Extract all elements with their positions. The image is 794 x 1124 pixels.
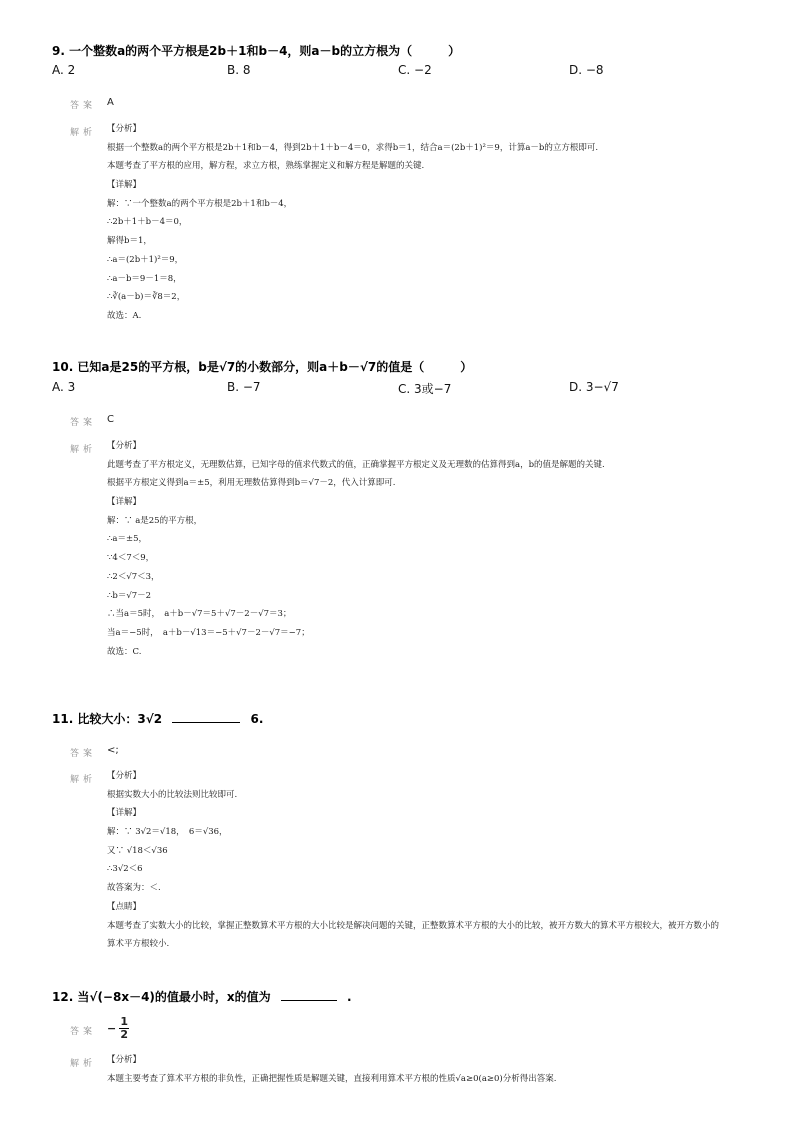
stem-text: . [347,990,352,1004]
analysis-line: ∴a－b＝9－1＝8， [107,273,182,284]
analysis-line: 根据实数大小的比较法则比较即可. [107,789,238,800]
analysis-body [107,120,727,326]
analysis-line: 【详解】 [107,808,142,819]
answer-label: 答案 [70,1027,97,1037]
question-stem: 10. 已知a是25的平方根，b是√7的小数部分，则a＋b－√7的值是（ ） [52,360,473,374]
answer-sign: − [107,1022,117,1035]
stem-text: 6. [250,712,264,726]
analysis-line: 【分析】 [107,441,142,451]
fraction-denominator: 2 [120,1028,129,1041]
analysis-line: 故选：C. [107,646,142,657]
question-stem: 9. 一个整数a的两个平方根是2b＋1和b－4，则a－b的立方根为（ ） [52,44,461,58]
analysis-line: 故选：A. [107,310,142,321]
analysis-line: 本题考查了实数大小的比较，掌握正整数算术平方根的大小比较是解决问题的关键，正整数算术平方根的大小的比较，被开方数大的算术平方根较大，被开方数小的算术平方根较小. [107,920,720,950]
analysis-line: 当a＝−5时， a＋b－√13＝−5＋√7－2－√7＝−7； [107,627,310,638]
analysis-line: 【详解】 [107,497,142,508]
analysis-line: 本题考查了平方根的应用，解方程，求立方根，熟练掌握定义和解方程是解题的关键. [107,161,425,172]
answer-value: A [107,97,114,108]
analysis-line: 解：∵一个整数a的两个平方根是2b＋1和b－4， [107,198,293,209]
answer-value [107,1016,129,1041]
answer-blank[interactable] [172,712,240,723]
option-b[interactable]: B. −7 [227,380,261,394]
analysis-line: 根据一个整数a的两个平方根是2b＋1和b－4，得到2b＋1＋b－4＝0，求得b＝1，结合a＝(2b＋1)²＝9，计算a－b的立方根即可. [107,142,599,153]
analysis-line: ∴2＜√7＜3， [107,571,160,582]
options-row [52,63,752,81]
question-stem [52,710,263,727]
option-d[interactable]: D. 3−√7 [569,380,619,394]
option-d[interactable]: D. −8 [569,63,604,77]
answer-label: 答案 [70,749,97,759]
analysis-line: ∴a＝(2b＋1)²＝9， [107,254,184,265]
analysis-line: 故答案为：＜. [107,883,161,894]
analysis-line: 根据平方根定义得到a＝±5，利用无理数估算得到b＝√7－2，代入计算即可. [107,478,396,489]
options-row [52,380,752,398]
analysis-label: 解析 [70,128,97,138]
analysis-line: ∴3√2＜6 [107,864,143,875]
analysis-body [107,1051,727,1088]
analysis-label: 解析 [70,1059,97,1069]
option-b[interactable]: B. 8 [227,63,251,77]
analysis-line: ∴a＝±5， [107,534,148,545]
option-c[interactable]: C. −2 [398,63,432,77]
analysis-line: 本题主要考查了算术平方根的非负性，正确把握性质是解题关键，直接利用算术平方根的性质√a≥0(a≥0)分析得出答案. [107,1073,557,1084]
analysis-line: 此题考查了平方根定义，无理数估算，已知字母的值求代数式的值，正确掌握平方根定义及无理数的估算得到a，b的值是解题的关键. [107,459,605,470]
answer-blank[interactable] [281,990,337,1001]
answer-label: 答案 [70,101,97,111]
analysis-line: ∴∛(a－b)＝∛8＝2， [107,292,186,303]
analysis-line: 【详解】 [107,180,142,191]
analysis-body [107,437,727,661]
answer-value: <; [107,745,119,756]
analysis-label: 解析 [70,775,97,785]
analysis-line: 【分析】 [107,124,142,134]
option-a[interactable]: A. 3 [52,380,76,394]
analysis-line: 又∵ √18＜√36 [107,845,168,856]
stem-text: 11. 比较大小：3√2 [52,712,163,726]
analysis-line: ∵4＜7＜9， [107,553,155,564]
analysis-line: 【分析】 [107,771,142,781]
analysis-line: ∴当a＝5时， a＋b－√7＝5＋√7－2－√7＝3； [107,609,292,620]
option-c[interactable]: C. 3或−7 [398,382,452,396]
analysis-line: 【点睛】 [107,901,142,912]
question-stem [52,988,352,1005]
fraction-numerator: 1 [120,1015,129,1028]
answer-fraction [119,1016,129,1041]
analysis-line: ∴2b＋1＋b－4＝0， [107,217,188,228]
analysis-line: ∴b＝√7－2 [107,590,152,601]
analysis-line: 解：∵ a是25的平方根， [107,515,203,526]
answer-value: C [107,414,114,425]
answer-label: 答案 [70,418,97,428]
analysis-line: 解：∵ 3√2＝√18， 6＝√36， [107,827,228,838]
analysis-body [107,767,727,954]
analysis-line: 【分析】 [107,1055,142,1065]
analysis-line: 解得b＝1， [107,236,152,247]
option-a[interactable]: A. 2 [52,63,76,77]
stem-text: 12. 当√(−8x－4)的值最小时，x的值为 [52,990,271,1004]
analysis-label: 解析 [70,445,97,455]
